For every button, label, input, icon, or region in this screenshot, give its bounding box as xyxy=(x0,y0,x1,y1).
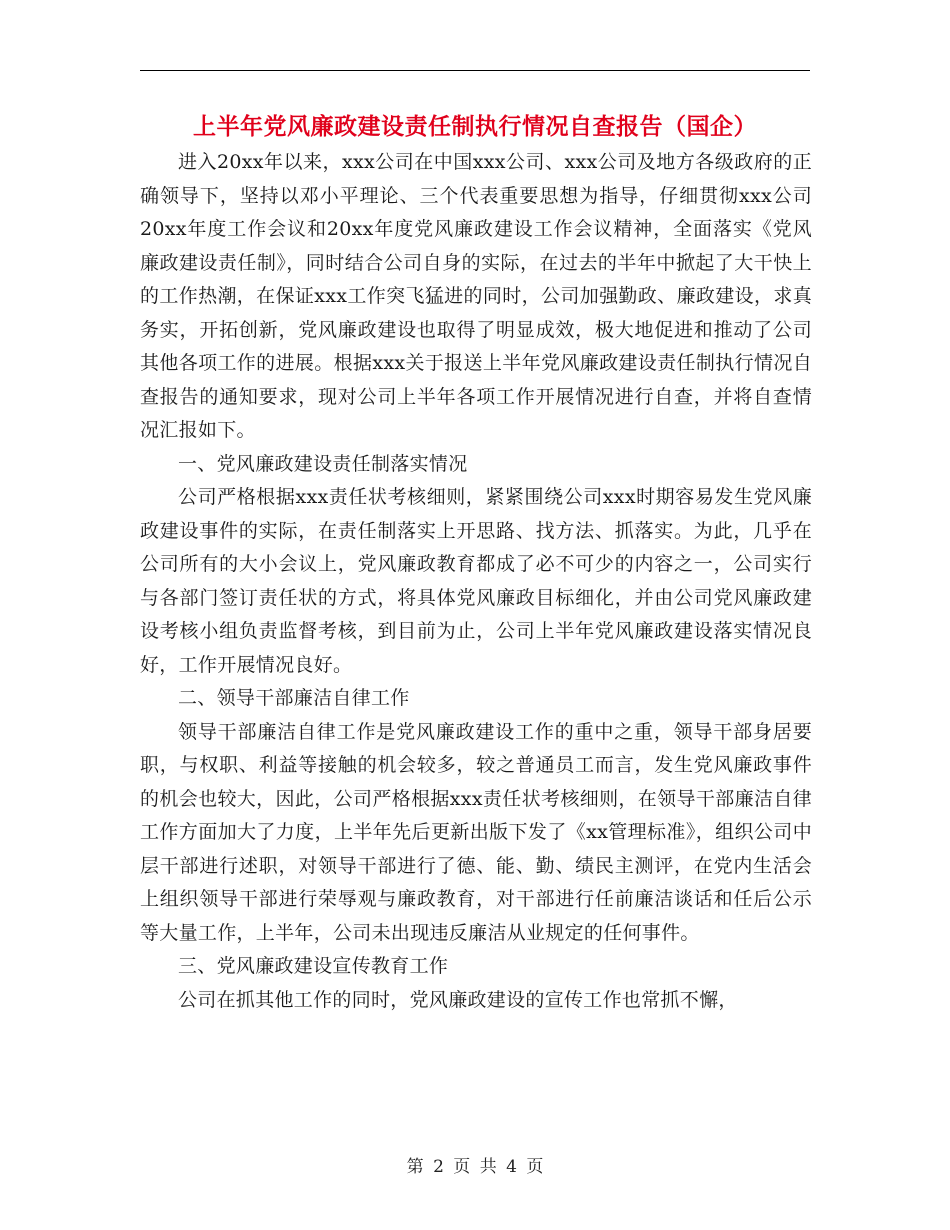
section-heading-1: 一、党风廉政建设责任制落实情况 xyxy=(178,452,468,475)
page-number: 第 2 页 共 4 页 xyxy=(406,1157,544,1177)
section-heading-3: 三、党风廉政建设宣传教育工作 xyxy=(178,955,449,977)
header-rule xyxy=(140,70,810,71)
document-title: 上半年党风廉政建设责任制执行情况自查报告（国企） xyxy=(193,114,757,140)
paragraph-intro: 进入20xx年以来，xxx公司在中国xxx公司、xxx公司及地方各级政府的正确领导下，坚持以邓小平理论、三个代表重要思想为指导，仔细贯彻xxx公司20xx年度工作会议和20xx年度党风廉政建设工作会议精神，全面落实《党风廉政建设责任制》，同时结合公司自身的实际，在过去的半年中掀起了大干快上的工作热潮，在保证xxx工作突飞猛进的同时，公司加强勤政、廉政建设，求真务实，开拓创新，党风廉政建设也取得了明显成效，极大地促进和推动了公司其他各项工作的进展。根据xxx关于报送上半年党风廉政建设责任制执行情况自查报告的通知要求，现对公司上半年各项工作开展情况进行自查，并将自查情况汇报如下。 xyxy=(140,151,812,441)
paragraph-section-1: 公司严格根据xxx责任状考核细则，紧紧围绕公司xxx时期容易发生党风廉政建设事件的实际，在责任制落实上开思路、找方法、抓落实。为此，几乎在公司所有的大小会议上，党风廉政教育都成了必不可少的内容之一，公司实行与各部门签订责任状的方式，将具体党风廉政目标细化，并由公司党风廉政建设考核小组负责监督考核，到目前为止，公司上半年党风廉政建设落实情况良好，工作开展情况良好。 xyxy=(140,486,812,676)
paragraph-section-2: 领导干部廉洁自律工作是党风廉政建设工作的重中之重，领导干部身居要职，与权职、利益等接触的机会较多，较之普通员工而言，发生党风廉政事件的机会也较大，因此，公司严格根据xxx责任状考核细则，在领导干部廉洁自律工作方面加大了力度，上半年先后更新出版下发了《xx管理标准》，组织公司中层干部进行述职，对领导干部进行了德、能、勤、绩民主测评，在党内生活会上组织领导干部进行荣辱观与廉政教育，对干部进行任前廉洁谈话和任后公示等大量工作，上半年，公司未出现违反廉洁从业规定的任何事件。 xyxy=(140,720,812,944)
section-heading-2: 二、领导干部廉洁自律工作 xyxy=(178,687,410,709)
document-body xyxy=(140,146,812,1017)
paragraph-section-3: 公司在抓其他工作的同时，党风廉政建设的宣传工作也常抓不懈， xyxy=(178,988,738,1011)
